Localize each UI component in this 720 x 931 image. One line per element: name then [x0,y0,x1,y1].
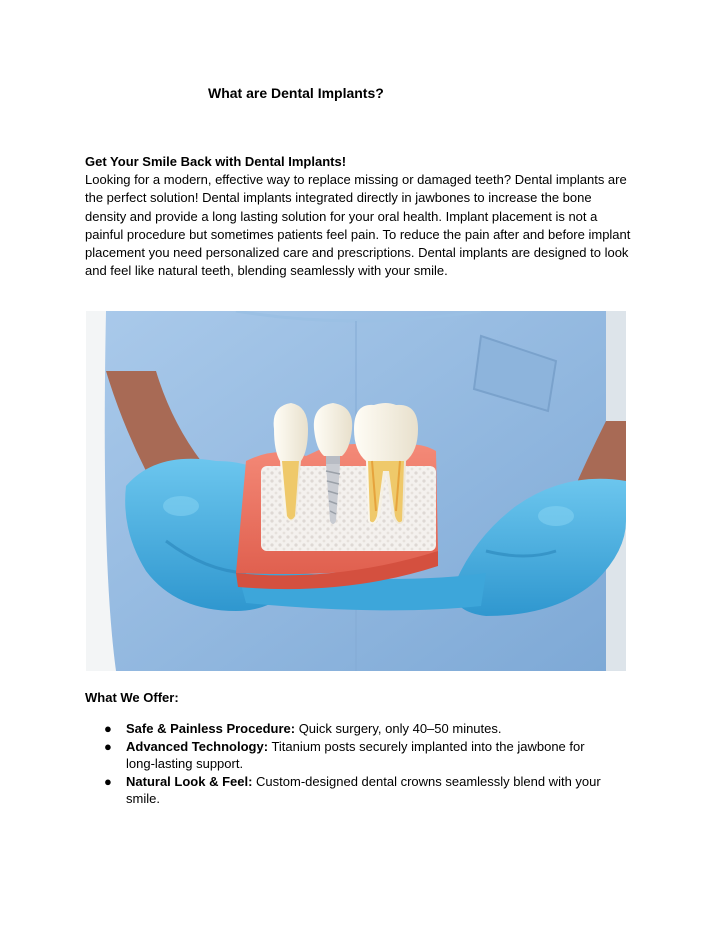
dental-implant-photo [86,311,626,671]
bullet-icon: ● [104,721,112,736]
offer-text: Titanium posts securely implanted into the jawbone for long-lasting support. [126,738,585,771]
offer-label: Natural Look & Feel: [126,773,253,789]
bullet-icon: ● [104,773,112,789]
offer-text: Custom-designed dental crowns seamlessly blend with your smile. [126,773,601,806]
list-item [104,738,604,773]
offer-text: Quick surgery, only 40–50 minutes. [295,721,502,736]
intro-body: Looking for a modern, effective way to replace missing or damaged teeth? Dental implants are the perfect solution! Dental implants integrated directly in jawbones to increase the bone density and provide a long lasting solution for your oral health. Implant placement is not a painful procedure but sometimes patients feel pain. To reduce the pain after and before implant placement you need personalized care and prescriptions. Dental implants are designed to look and feel like natural teeth, blending seamlessly with your smile. [85,172,631,279]
offer-label: Safe & Painless Procedure: [126,721,296,736]
intro-heading: Get Your Smile Back with Dental Implants! [85,154,347,169]
list-item [104,773,604,808]
list-item [104,720,604,738]
offer-label: Advanced Technology: [126,738,269,754]
offer-list [104,720,604,808]
bullet-icon: ● [104,738,112,754]
intro-paragraph [85,153,635,280]
offer-heading: What We Offer: [85,690,179,705]
document-title: What are Dental Implants? [208,85,384,101]
